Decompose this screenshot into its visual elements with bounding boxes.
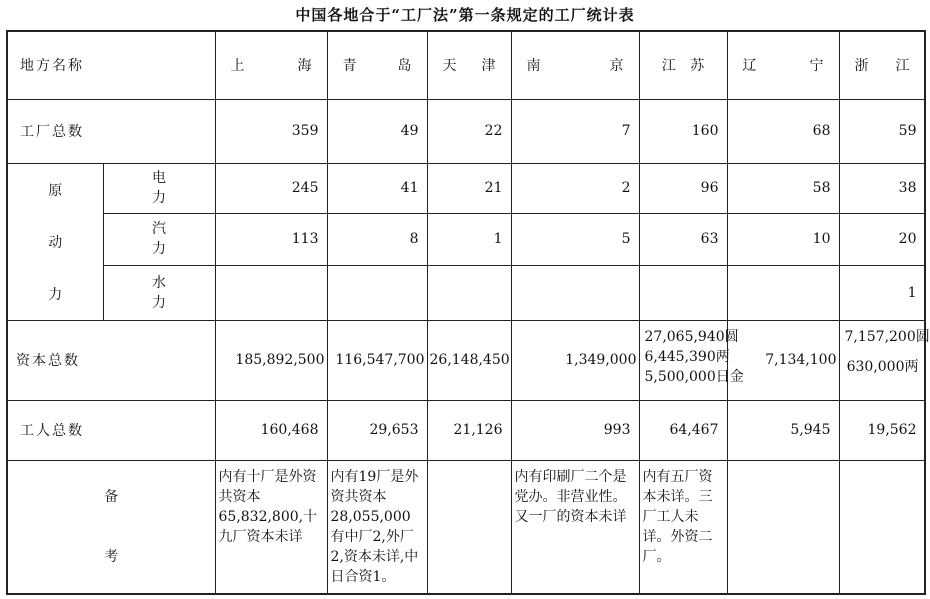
capital-cell-zhejiang: 7,157,200圆 630,000两 <box>839 320 925 400</box>
header-label: 地方名称 <box>7 31 215 99</box>
total-factories-cell: 49 <box>327 99 427 163</box>
capital-cell-tianjin: 26,148,450 <box>427 320 511 400</box>
total-factories-label: 工厂总数 <box>7 99 215 163</box>
remarks-row <box>7 460 925 594</box>
workers-cell: 64,467 <box>639 400 727 460</box>
region-nanjing: 南 京 <box>511 31 639 99</box>
water-power-row <box>7 265 925 320</box>
remarks-cell-jiangsu: 内有五厂资本未详。三厂工人未详。外资二厂。 <box>639 460 727 594</box>
steam-power-cell: 8 <box>327 213 427 265</box>
capital-cell-liaoning: 7,134,100 <box>727 320 839 400</box>
electric-power-cell: 41 <box>327 163 427 213</box>
remarks-label: 备 考 <box>7 460 215 594</box>
capital-cell-jiangsu: 27,065,940圆 6,445,390两 5,500,000日金 <box>639 320 727 400</box>
total-factories-cell: 359 <box>215 99 327 163</box>
water-power-label: 水 力 <box>103 265 215 320</box>
remarks-cell-liaoning <box>727 460 839 594</box>
workers-cell: 993 <box>511 400 639 460</box>
steam-power-label: 汽 力 <box>103 213 215 265</box>
motive-power-group-label: 原 动 力 <box>7 163 103 320</box>
steam-power-cell: 5 <box>511 213 639 265</box>
remarks-cell-tianjin <box>427 460 511 594</box>
remarks-cell-shanghai: 内有十厂是外资共资本65,832,800,十九厂资本未详 <box>215 460 327 594</box>
water-power-cell <box>215 265 327 320</box>
region-qingdao: 青 岛 <box>327 31 427 99</box>
water-power-cell <box>427 265 511 320</box>
capital-cell-shanghai: 185,892,500 <box>215 320 327 400</box>
water-power-cell <box>327 265 427 320</box>
electric-power-cell: 2 <box>511 163 639 213</box>
region-liaoning: 辽 宁 <box>727 31 839 99</box>
remarks-cell-nanjing: 内有印刷厂二个是党办。非营业性。又一厂的资本未详 <box>511 460 639 594</box>
region-zhejiang: 浙 江 <box>839 31 925 99</box>
workers-row <box>7 400 925 460</box>
electric-power-cell: 38 <box>839 163 925 213</box>
region-shanghai: 上 海 <box>215 31 327 99</box>
workers-cell: 160,468 <box>215 400 327 460</box>
steam-power-cell: 63 <box>639 213 727 265</box>
remarks-cell-zhejiang <box>839 460 925 594</box>
table-title: 中国各地合于“工厂法”第一条规定的工厂统计表 <box>295 6 635 24</box>
electric-power-label: 电 力 <box>103 163 215 213</box>
factory-statistics-table <box>6 30 930 595</box>
steam-power-cell: 1 <box>427 213 511 265</box>
header-row <box>7 31 925 99</box>
capital-label: 资本总数 <box>7 320 215 400</box>
electric-power-cell: 58 <box>727 163 839 213</box>
region-jiangsu: 江 苏 <box>639 31 727 99</box>
total-factories-cell: 22 <box>427 99 511 163</box>
workers-cell: 19,562 <box>839 400 925 460</box>
workers-cell: 5,945 <box>727 400 839 460</box>
water-power-cell <box>639 265 727 320</box>
steam-power-cell: 113 <box>215 213 327 265</box>
total-factories-row <box>7 99 925 163</box>
water-power-cell: 1 <box>839 265 925 320</box>
steam-power-cell: 10 <box>727 213 839 265</box>
total-factories-cell: 68 <box>727 99 839 163</box>
total-factories-cell: 59 <box>839 99 925 163</box>
electric-power-cell: 21 <box>427 163 511 213</box>
total-factories-cell: 7 <box>511 99 639 163</box>
water-power-cell <box>727 265 839 320</box>
steam-power-cell: 20 <box>839 213 925 265</box>
capital-cell-nanjing: 1,349,000 <box>511 320 639 400</box>
capital-row <box>7 320 925 400</box>
electric-power-cell: 245 <box>215 163 327 213</box>
electric-power-row <box>7 163 925 213</box>
workers-label: 工人总数 <box>7 400 215 460</box>
workers-cell: 21,126 <box>427 400 511 460</box>
total-factories-cell: 160 <box>639 99 727 163</box>
capital-cell-qingdao: 116,547,700 <box>327 320 427 400</box>
workers-cell: 29,653 <box>327 400 427 460</box>
steam-power-row <box>7 213 925 265</box>
water-power-cell <box>511 265 639 320</box>
region-tianjin: 天 津 <box>427 31 511 99</box>
remarks-cell-qingdao: 内有19厂是外资共资本28,055,000有中厂2,外厂2,资本未详,中日合资1。 <box>327 460 427 594</box>
electric-power-cell: 96 <box>639 163 727 213</box>
